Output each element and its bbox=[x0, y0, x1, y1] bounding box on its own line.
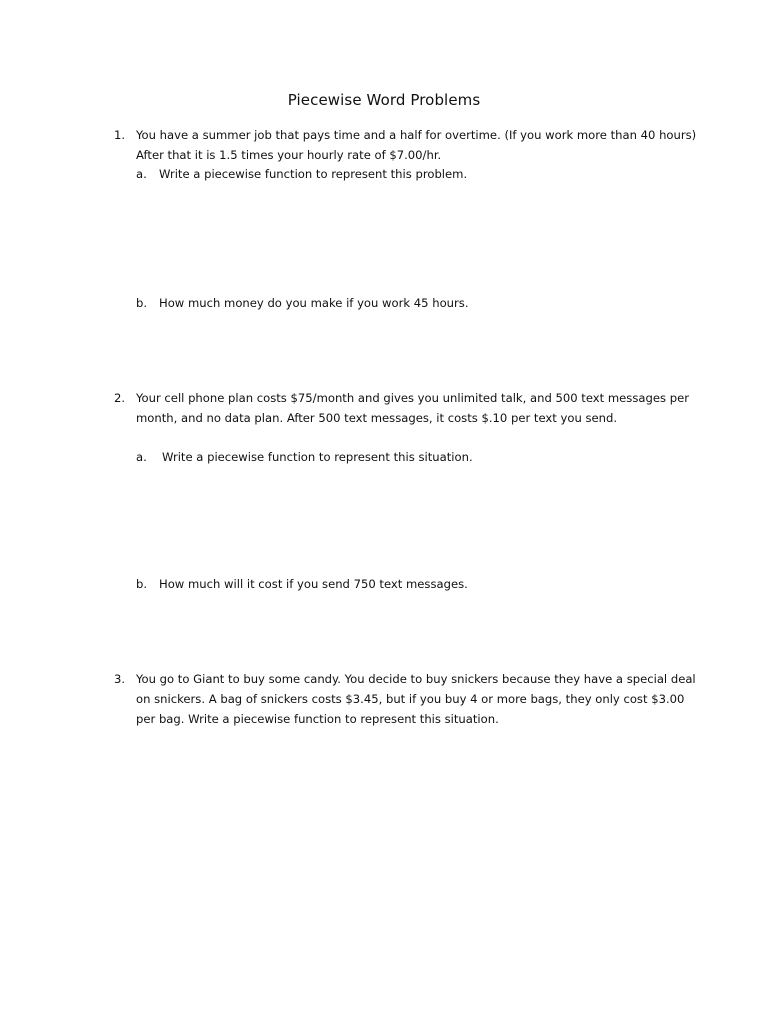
question-text-line: Your cell phone plan costs $75/month and gives you unlimited talk, and 500 text messages per bbox=[136, 391, 689, 405]
part-label: b. bbox=[136, 577, 148, 591]
part-label: a. bbox=[136, 167, 147, 181]
question-text-line: You have a summer job that pays time and a half for overtime. (If you work more than 40 hours) bbox=[136, 128, 697, 142]
question-text-line: month, and no data plan. After 500 text messages, it costs $.10 per text you send. bbox=[136, 411, 618, 425]
question-number: 1. bbox=[114, 128, 126, 142]
part-text: How much money do you make if you work 45 hours. bbox=[159, 296, 469, 310]
question-text-line: on snickers. A bag of snickers costs $3.45, but if you buy 4 or more bags, they only cost $3.00 bbox=[136, 692, 685, 706]
question-number: 3. bbox=[114, 672, 126, 686]
question-text-line: You go to Giant to buy some candy. You decide to buy snickers because they have a special deal bbox=[136, 672, 696, 686]
part-label: b. bbox=[136, 296, 148, 310]
part-text: Write a piecewise function to represent this problem. bbox=[159, 167, 468, 181]
question-text-line: per bag. Write a piecewise function to represent this situation. bbox=[136, 712, 499, 726]
part-text: Write a piecewise function to represent this situation. bbox=[162, 450, 473, 464]
question-text-line: After that it is 1.5 times your hourly rate of $7.00/hr. bbox=[136, 148, 442, 162]
part-label: a. bbox=[136, 450, 147, 464]
page-title: Piecewise Word Problems bbox=[287, 91, 481, 109]
part-text: How much will it cost if you send 750 text messages. bbox=[159, 577, 468, 591]
question-number: 2. bbox=[114, 391, 126, 405]
